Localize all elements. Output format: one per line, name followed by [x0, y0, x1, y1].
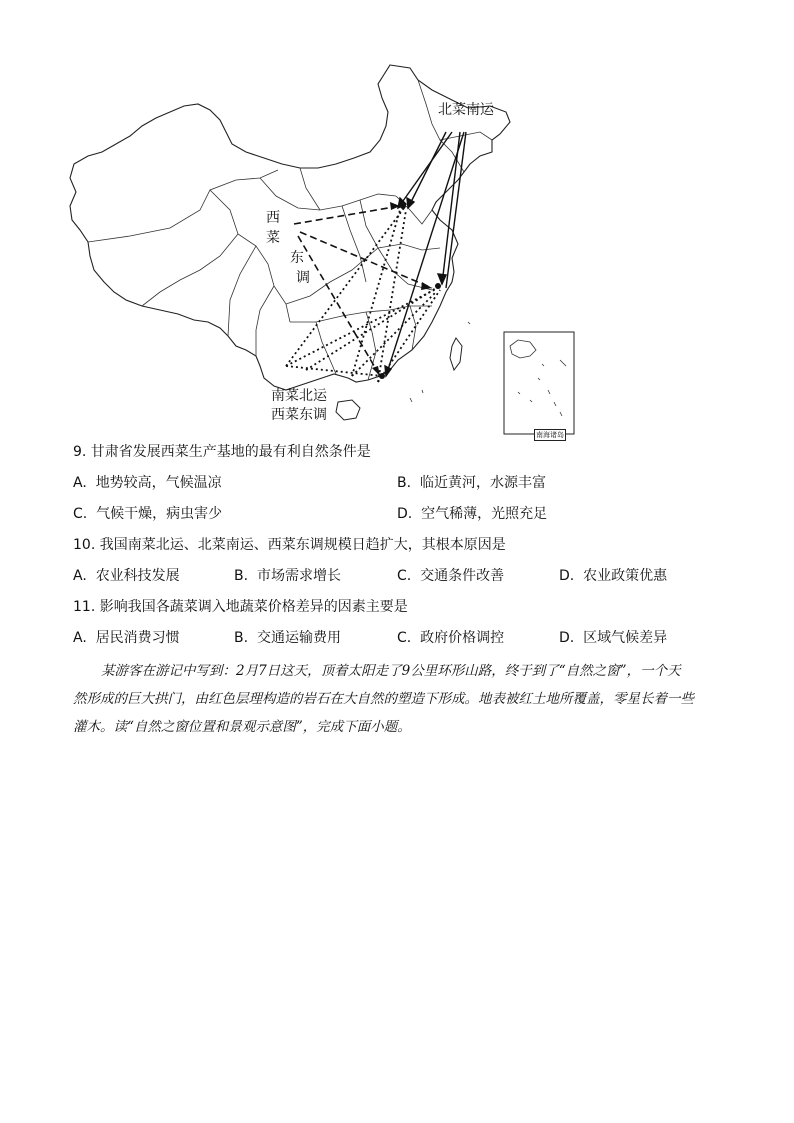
label-char: 西 — [266, 210, 280, 226]
label-char: 东 — [290, 250, 304, 266]
option-text: 空气稀薄，光照充足 — [421, 506, 548, 522]
option-letter: D. — [397, 506, 413, 522]
label-north-to-south: 北菜南运 — [438, 102, 494, 118]
west-to-east-arrowheads — [372, 202, 432, 376]
reading-passage — [73, 657, 733, 741]
option-letter: C. — [397, 630, 412, 646]
q11-option-a — [73, 629, 180, 647]
question-11-stem: 11. 影响我国各蔬菜调入地蔬菜价格差异的因素主要是 — [73, 599, 408, 615]
passage-line: 灌木。读“自然之窗位置和景观示意图”，完成下面小题。 — [73, 719, 411, 735]
q11-option-d — [559, 629, 667, 647]
label-west-to-east: 西菜东调 — [271, 407, 327, 423]
question-10-stem: 10. 我国南菜北运、北菜南运、西菜东调规模日趋扩大，其根本原因是 — [73, 537, 506, 553]
q10-option-d — [559, 567, 667, 585]
passage-line: 某游客在游记中写到：2月7日这天，顶着太阳走了9公里环形山路，终于到了“自然之窗”，一个天 — [101, 663, 681, 679]
option-text: 市场需求增长 — [256, 568, 341, 584]
map-drawing — [60, 60, 580, 440]
option-letter: D. — [559, 568, 575, 584]
option-letter: B. — [234, 630, 249, 646]
option-text: 政府价格调控 — [420, 630, 505, 646]
passage-line: 然形成的巨大拱门，由红色层理构造的岩石在大自然的塑造下形成。地表被红土地所覆盖，零星长着一些 — [73, 691, 694, 707]
option-letter: A. — [73, 630, 87, 646]
q10-option-c — [397, 567, 504, 585]
q10-option-b — [234, 567, 341, 585]
option-text: 气候干燥，病虫害少 — [96, 506, 223, 522]
q11-option-c — [397, 629, 504, 647]
q11-option-b — [234, 629, 341, 647]
option-text: 农业科技发展 — [95, 568, 180, 584]
china-vegetable-transport-map — [60, 60, 580, 440]
option-text: 交通运输费用 — [256, 630, 341, 646]
option-letter: A. — [73, 475, 87, 491]
q10-option-a — [73, 567, 180, 585]
option-letter: C. — [397, 568, 412, 584]
option-letter: B. — [234, 568, 249, 584]
small-islands — [410, 322, 470, 402]
taiwan-island — [450, 338, 462, 370]
question-9-stem: 9. 甘肃省发展西菜生产基地的最有利自然条件是 — [73, 444, 371, 460]
q9-option-b — [397, 474, 546, 492]
option-text: 交通条件改善 — [420, 568, 505, 584]
option-letter: A. — [73, 568, 87, 584]
q9-option-c — [73, 505, 222, 523]
option-letter: D. — [559, 630, 575, 646]
q9-option-a — [73, 474, 222, 492]
label-south-to-north: 南菜北运 — [271, 388, 327, 404]
inset-label: 南海诸岛 — [536, 431, 564, 439]
label-char: 菜 — [266, 230, 280, 246]
label-char: 调 — [296, 270, 310, 286]
option-letter: C. — [73, 506, 88, 522]
option-text: 临近黄河，水源丰富 — [419, 475, 546, 491]
option-text: 区域气候差异 — [583, 630, 668, 646]
option-letter: B. — [397, 475, 412, 491]
hainan-island — [336, 400, 360, 420]
q9-option-d — [397, 505, 547, 523]
label-west-to-east-vertical — [266, 208, 310, 288]
inset-frame — [504, 332, 574, 434]
option-text: 地势较高，气候温凉 — [95, 475, 222, 491]
option-text: 农业政策优惠 — [583, 568, 668, 584]
option-text: 居民消费习惯 — [95, 630, 180, 646]
